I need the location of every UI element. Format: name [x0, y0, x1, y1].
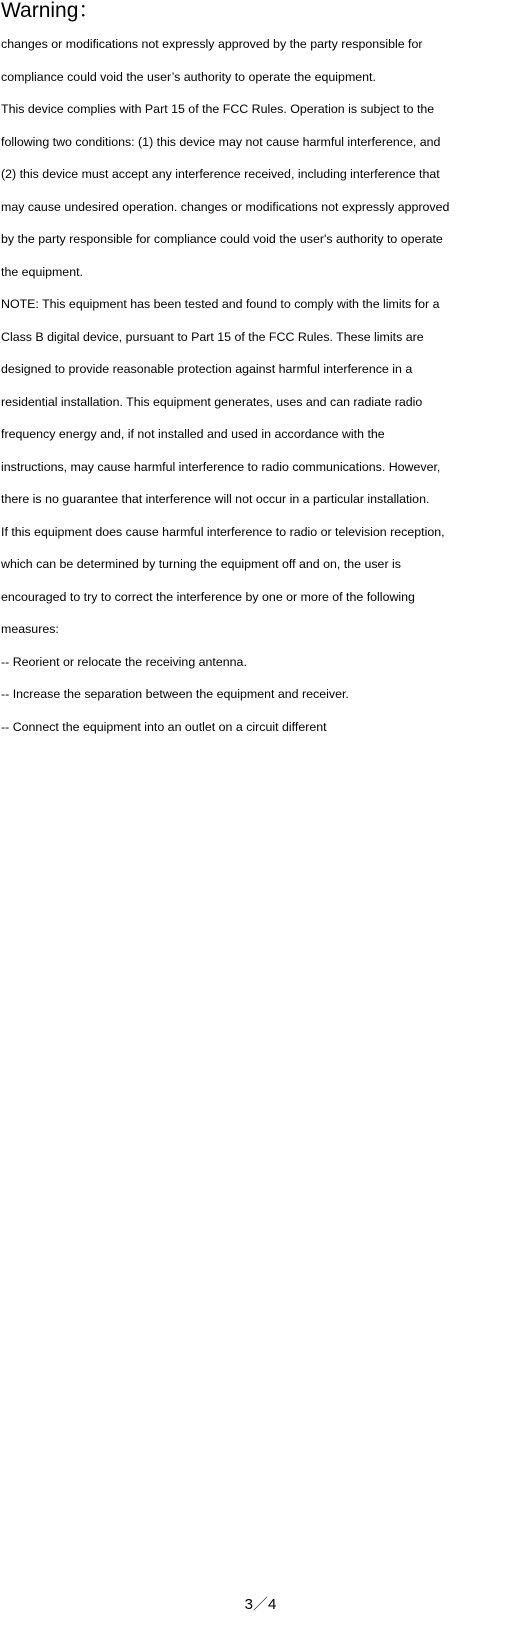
body-text	[1, 28, 521, 743]
text-line: Class B digital device, pursuant to Part 15 of the FCC Rules. These limits are	[1, 329, 424, 344]
text-line: may cause undesired operation. changes or modifications not expressly approved	[1, 199, 450, 214]
text-line: which can be determined by turning the equipment off and on, the user is	[1, 557, 401, 571]
text-line: NOTE: This equipment has been tested and found to comply with the limits for a	[1, 297, 440, 311]
text-line: by the party responsible for compliance could void the user's authority to operate	[1, 232, 443, 246]
warning-heading: Warning：	[1, 0, 100, 22]
text-line: -- Increase the separation between the equipment and receiver.	[1, 687, 349, 701]
text-line: measures:	[1, 622, 59, 636]
text-line: compliance could void the user’s authority to operate the equipment.	[1, 69, 376, 84]
text-line: instructions, may cause harmful interference to radio communications. However,	[1, 459, 441, 474]
text-line: there is no guarantee that interference will not occur in a particular installation.	[1, 492, 430, 506]
text-line: designed to provide reasonable protection against harmful interference in a	[1, 362, 413, 376]
text-line: frequency energy and, if not installed and used in accordance with the	[1, 427, 385, 441]
text-line: This device complies with Part 15 of the FCC Rules. Operation is subject to the	[1, 102, 435, 116]
page-number: 3／4	[244, 1596, 277, 1613]
text-line: encouraged to try to correct the interference by one or more of the following	[1, 589, 415, 604]
text-line: -- Reorient or relocate the receiving antenna.	[1, 654, 247, 669]
text-line: If this equipment does cause harmful interference to radio or television reception,	[1, 524, 445, 539]
text-line: following two conditions: (1) this device may not cause harmful interference, and	[1, 134, 441, 149]
text-line: residential installation. This equipment generates, uses and can radiate radio	[1, 394, 423, 409]
text-line: (2) this device must accept any interference received, including interference that	[1, 167, 440, 181]
text-line: -- Connect the equipment into an outlet on a circuit different	[1, 719, 327, 734]
text-line: changes or modifications not expressly approved by the party responsible for	[1, 37, 423, 51]
text-line: the equipment.	[1, 264, 83, 279]
